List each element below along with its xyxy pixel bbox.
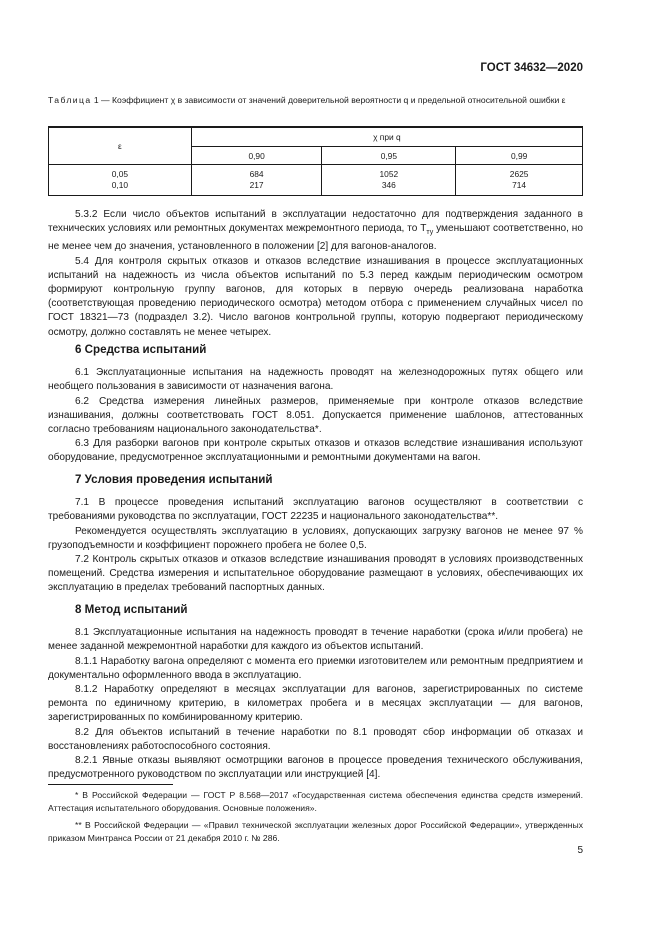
table-caption-label: Таблица — [48, 95, 92, 105]
paragraph-7-1-note: Рекомендуется осуществлять эксплуатацию в условиях, допускающих загрузку вагонов не менее 97 % грузоподъемности и коэффициент порожнего пробега не более 0,5. — [48, 525, 583, 551]
table-cell: 1052 346 — [322, 165, 456, 196]
section-5-text — [48, 208, 583, 340]
table-cell: 0,05 0,10 — [49, 165, 192, 196]
paragraph-7-1: 7.1 В процессе проведения испытаний эксплуатацию вагонов осуществляют в соответствии с требованиями руководства по эксплуатации, ГОСТ 22235 и национального законодательства**. — [48, 497, 583, 523]
section-7-heading: 7 Условия проведения испытаний — [75, 473, 273, 486]
paragraph-8-1: 8.1 Эксплуатационные испытания на надежность проводят в течение наработки (срока и/или пробега) не менее заданной межремонтной наработки для каждого из объектов испытаний. — [48, 627, 583, 653]
paragraph-8-2: 8.2 Для объектов испытаний в течение наработки по 8.1 проводят сбор информации об отказах и восстановлениях работоспособного состояния. — [48, 726, 583, 752]
paragraph-8-1-2: 8.1.2 Наработку определяют в месяцах эксплуатации для вагонов, зарегистрированных по системе ремонта по единичному критерию, в километрах пробега и в месяцах эксплуатации — для вагонов, зарегистрированных по комбинированному критерию. — [48, 684, 583, 724]
header-epsilon: ε — [49, 127, 192, 165]
footnote-divider — [48, 784, 173, 785]
header-q-2: 0,95 — [322, 147, 456, 165]
header-chi: χ при q — [191, 127, 582, 147]
paragraph-6-2: 6.2 Средства измерения линейных размеров, применяемые при контроле отказов вследствие изнашивания, должны соответствовать ГОСТ 8.051. Допускается применение шаблонов, аттестованных согласно требованиям национального законодательства*. — [48, 395, 583, 436]
section-6 — [48, 343, 583, 466]
table-cell: 684 217 — [191, 165, 322, 196]
footnotes — [48, 789, 583, 849]
standard-number: ГОСТ 34632—2020 — [480, 62, 583, 74]
page-number: 5 — [577, 845, 583, 856]
section-8 — [48, 603, 583, 782]
paragraph-5-4: 5.4 Для контроля скрытых отказов и отказов вследствие изнашивания в процессе эксплуатационных испытаний на надежность из числа объектов испытаний по 5.3 перед каждым периодическим осмотром формируют контрольную группу вагонов, для которых в первую очередь реализована наработка (соответствующая проведению периодического осмотра) методом отбора с применением случайных чисел по ГОСТ 18321—73 (подраздел 3.2). Число вагонов контрольной группы, которую подвергают периодическому осмотру, должно составлять не менее четырех. — [48, 255, 583, 338]
table-caption-text: 1 — Коэффициент χ в зависимости от значений доверительной вероятности q и предельной относительной ошибки ε — [91, 95, 566, 105]
table-cell: 2625 714 — [456, 165, 583, 196]
table-caption — [48, 94, 583, 106]
paragraph-7-2: 7.2 Контроль скрытых отказов и отказов вследствие изнашивания проводят в условиях производственных помещений. Средства измерения и испытательное оборудование размещают в условиях, обеспечивающих их эксплуатацию в пределах требований паспортных данных. — [48, 554, 583, 594]
table-data-block — [49, 165, 583, 196]
section-6-heading: 6 Средства испытаний — [75, 343, 207, 356]
paragraph-5-3-2: 5.3.2 Если число объектов испытаний в эксплуатации недостаточно для подтверждения заданного в технических условиях или ремонтных документах межремонтного периода, то $T_{ту}$ уменьшают соответственно, но не менее чем до значения, установленного в положении [2] для вагонов-аналогов. — [48, 209, 583, 253]
header-q-1: 0,90 — [191, 147, 322, 165]
paragraph-8-2-1: 8.2.1 Явные отказы выявляют осмотрщики вагонов в процессе проведения технического обслуживания, предусмотренного руководством по эксплуатации или инструкцией [4]. — [48, 755, 583, 781]
paragraph-6-1: 6.1 Эксплуатационные испытания на надежность проводят на железнодорожных путях общего или необщего пользования в зависимости от назначения вагона. — [48, 367, 583, 393]
section-7 — [48, 473, 583, 596]
footnote-1: * В Российской Федерации — ГОСТ Р 8.568—2017 «Государственная система обеспечения единства средств измерений. Аттестация испытательного оборудования. Основные положения». — [48, 790, 583, 813]
footnote-2: ** В Российской Федерации — «Правил технической эксплуатации железных дорог Российской Федерации», утвержденных приказом Минтранса России от 21 декабря 2010 г. № 286. — [48, 820, 583, 843]
paragraph-8-1-1: 8.1.1 Наработку вагона определяют с момента его приемки изготовителем или ремонтным предприятием и документально оформленного ввода в эксплуатацию. — [48, 655, 583, 681]
paragraph-6-3: 6.3 Для разборки вагонов при контроле скрытых отказов и отказов вследствие изнашивания используют оборудование, предусмотренное эксплуатационными и ремонтными документами на вагон. — [48, 438, 583, 464]
coefficient-table — [48, 126, 583, 196]
header-q-3: 0,99 — [456, 147, 583, 165]
section-8-heading: 8 Метод испытаний — [75, 603, 188, 616]
